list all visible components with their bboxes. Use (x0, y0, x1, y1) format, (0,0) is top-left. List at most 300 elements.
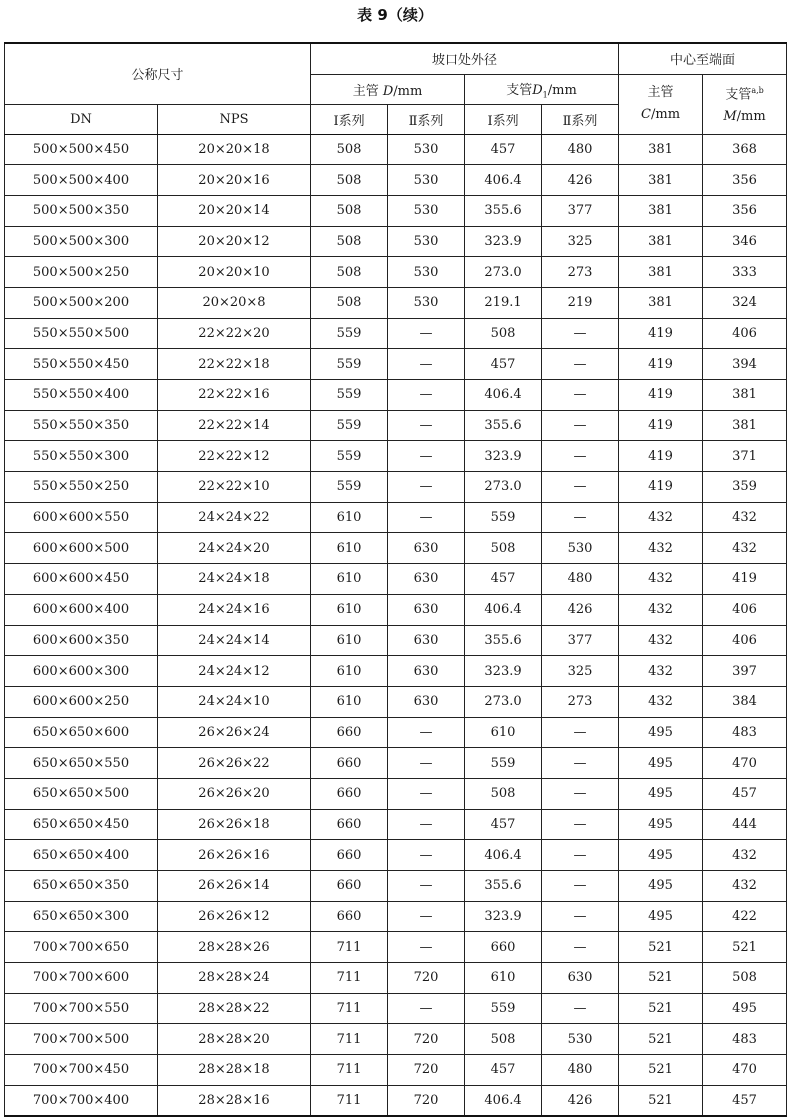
branch-m-cell: 444 (703, 809, 787, 840)
main-series1-cell: 660 (311, 840, 388, 871)
branch-series2-cell: 273 (542, 257, 619, 288)
main-pipe-od-header: 主管 D/mm (311, 74, 465, 104)
branch-pipe-od-header: 支管$D_1/mm$ (465, 74, 619, 104)
main-c-cell: 419 (619, 441, 703, 472)
main-series1-cell: 610 (311, 594, 388, 625)
branch-series2-cell: — (542, 380, 619, 411)
bevel-od-header: 坡口处外径 (311, 43, 619, 74)
main-series2-cell: — (388, 871, 465, 902)
nps-cell: 26×26×14 (158, 871, 311, 902)
main-series2-cell: 630 (388, 656, 465, 687)
dn-cell: 700×700×500 (5, 1024, 158, 1055)
branch-m-cell: 406 (703, 625, 787, 656)
table-row (5, 778, 787, 809)
branch-series1-cell: 355.6 (465, 871, 542, 902)
branch-series2-cell: 377 (542, 625, 619, 656)
main-series2-cell: 630 (388, 533, 465, 564)
dn-cell: 500×500×250 (5, 257, 158, 288)
branch-series1-cell: 406.4 (465, 594, 542, 625)
nps-cell: 24×24×18 (158, 564, 311, 595)
main-series1-cell: 660 (311, 901, 388, 932)
main-series2-header: Ⅱ系列 (388, 104, 465, 134)
dn-cell: 500×500×300 (5, 226, 158, 257)
branch-m-cell: 432 (703, 871, 787, 902)
branch-series1-cell: 323.9 (465, 656, 542, 687)
dn-cell: 650×650×450 (5, 809, 158, 840)
main-series2-cell: 530 (388, 257, 465, 288)
table-row (5, 717, 787, 748)
nps-cell: 24×24×16 (158, 594, 311, 625)
branch-series1-cell: 323.9 (465, 226, 542, 257)
branch-series2-cell: — (542, 932, 619, 963)
nps-cell: 24×24×12 (158, 656, 311, 687)
nps-cell: 28×28×26 (158, 932, 311, 963)
main-series2-cell: — (388, 932, 465, 963)
branch-series2-cell: — (542, 441, 619, 472)
branch-series1-cell: 559 (465, 502, 542, 533)
dn-cell: 550×550×400 (5, 380, 158, 411)
nps-cell: 20×20×8 (158, 287, 311, 318)
main-series1-cell: 559 (311, 472, 388, 503)
branch-series1-cell: 457 (465, 564, 542, 595)
dn-cell: 550×550×500 (5, 318, 158, 349)
branch-series2-cell: 480 (542, 1055, 619, 1086)
table-row (5, 441, 787, 472)
dn-cell: 600×600×400 (5, 594, 158, 625)
nps-cell: 28×28×16 (158, 1085, 311, 1116)
nps-cell: 22×22×12 (158, 441, 311, 472)
dn-cell: 650×650×550 (5, 748, 158, 779)
branch-series2-cell: 325 (542, 656, 619, 687)
branch-series1-cell: 508 (465, 778, 542, 809)
table-row (5, 1055, 787, 1086)
branch-series2-cell: 480 (542, 134, 619, 165)
main-series1-cell: 711 (311, 1024, 388, 1055)
nps-cell: 22×22×18 (158, 349, 311, 380)
branch-series1-cell: 323.9 (465, 441, 542, 472)
main-c-cell: 432 (619, 502, 703, 533)
main-c-cell: 521 (619, 1024, 703, 1055)
branch-pipe-m-header: 支管$^{a,b}$ M/mm (703, 74, 787, 134)
table-row (5, 656, 787, 687)
center-to-end-header: 中心至端面 (619, 43, 787, 74)
branch-m-cell: 406 (703, 594, 787, 625)
branch-m-cell: 508 (703, 963, 787, 994)
branch-series1-cell: 406.4 (465, 1085, 542, 1116)
main-series2-cell: — (388, 380, 465, 411)
branch-m-cell: 333 (703, 257, 787, 288)
main-series2-cell: 530 (388, 287, 465, 318)
branch-series1-cell: 457 (465, 134, 542, 165)
main-series2-cell: 530 (388, 226, 465, 257)
main-series2-cell: 530 (388, 165, 465, 196)
main-series2-cell: 530 (388, 195, 465, 226)
branch-m-cell: 457 (703, 1085, 787, 1116)
main-c-cell: 381 (619, 226, 703, 257)
dn-cell: 700×700×600 (5, 963, 158, 994)
branch-series1-cell: 508 (465, 533, 542, 564)
main-c-cell: 495 (619, 778, 703, 809)
branch-series1-cell: 457 (465, 349, 542, 380)
nps-cell: 24×24×20 (158, 533, 311, 564)
branch-m-cell: 368 (703, 134, 787, 165)
table-row (5, 380, 787, 411)
branch-m-cell: 397 (703, 656, 787, 687)
nps-cell: 26×26×20 (158, 778, 311, 809)
branch-series2-cell: — (542, 410, 619, 441)
branch-series2-cell: — (542, 717, 619, 748)
main-series1-cell: 660 (311, 809, 388, 840)
main-series1-cell: 660 (311, 748, 388, 779)
branch-series2-header: Ⅱ系列 (542, 104, 619, 134)
branch-series1-cell: 660 (465, 932, 542, 963)
main-c-cell: 432 (619, 656, 703, 687)
table-row (5, 932, 787, 963)
nps-cell: 22×22×16 (158, 380, 311, 411)
branch-series1-cell: 273.0 (465, 257, 542, 288)
branch-series2-cell: — (542, 472, 619, 503)
dn-cell: 600×600×500 (5, 533, 158, 564)
main-c-cell: 495 (619, 809, 703, 840)
table-row (5, 625, 787, 656)
table-row (5, 349, 787, 380)
branch-m-cell: 432 (703, 502, 787, 533)
main-c-cell: 381 (619, 257, 703, 288)
dn-cell: 550×550×450 (5, 349, 158, 380)
nps-cell: 24×24×22 (158, 502, 311, 533)
nps-cell: 24×24×14 (158, 625, 311, 656)
main-series1-cell: 508 (311, 134, 388, 165)
branch-series1-cell: 559 (465, 748, 542, 779)
dn-cell: 650×650×300 (5, 901, 158, 932)
branch-series2-cell: 325 (542, 226, 619, 257)
dn-cell: 650×650×600 (5, 717, 158, 748)
main-c-cell: 432 (619, 533, 703, 564)
dn-cell: 500×500×450 (5, 134, 158, 165)
nps-cell: 28×28×22 (158, 993, 311, 1024)
branch-series1-cell: 323.9 (465, 901, 542, 932)
nps-cell: 20×20×12 (158, 226, 311, 257)
nps-cell: 26×26×12 (158, 901, 311, 932)
branch-series2-cell: — (542, 502, 619, 533)
table-row (5, 1085, 787, 1116)
main-series1-header: Ⅰ系列 (311, 104, 388, 134)
table-row (5, 533, 787, 564)
main-c-cell: 495 (619, 871, 703, 902)
table-row (5, 594, 787, 625)
branch-series1-cell: 610 (465, 963, 542, 994)
nps-cell: 22×22×20 (158, 318, 311, 349)
main-series2-cell: — (388, 349, 465, 380)
main-series1-cell: 660 (311, 717, 388, 748)
main-series2-cell: — (388, 441, 465, 472)
table-row (5, 993, 787, 1024)
branch-m-cell: 521 (703, 932, 787, 963)
branch-series2-cell: — (542, 748, 619, 779)
branch-m-cell: 470 (703, 1055, 787, 1086)
main-series1-cell: 508 (311, 195, 388, 226)
main-c-cell: 495 (619, 901, 703, 932)
branch-series1-cell: 457 (465, 1055, 542, 1086)
dn-cell: 600×600×350 (5, 625, 158, 656)
main-series2-cell: 630 (388, 564, 465, 595)
nps-cell: 28×28×18 (158, 1055, 311, 1086)
branch-m-cell: 346 (703, 226, 787, 257)
nps-cell: 26×26×18 (158, 809, 311, 840)
branch-m-cell: 422 (703, 901, 787, 932)
main-series2-cell: 720 (388, 1055, 465, 1086)
main-series1-cell: 508 (311, 165, 388, 196)
nominal-size-header: 公称尺寸 (5, 43, 311, 104)
branch-m-cell: 495 (703, 993, 787, 1024)
branch-series2-cell: — (542, 809, 619, 840)
dimension-table (4, 42, 787, 1117)
main-series2-cell: — (388, 717, 465, 748)
branch-m-cell: 470 (703, 748, 787, 779)
branch-series2-cell: 219 (542, 287, 619, 318)
branch-m-cell: 356 (703, 165, 787, 196)
branch-m-cell: 371 (703, 441, 787, 472)
dn-cell: 700×700×400 (5, 1085, 158, 1116)
table-header (5, 43, 787, 134)
main-c-cell: 381 (619, 287, 703, 318)
nps-cell: 20×20×14 (158, 195, 311, 226)
main-c-cell: 495 (619, 840, 703, 871)
main-c-cell: 432 (619, 564, 703, 595)
nps-cell: 26×26×16 (158, 840, 311, 871)
main-c-cell: 495 (619, 717, 703, 748)
dn-cell: 650×650×500 (5, 778, 158, 809)
main-series2-cell: 630 (388, 594, 465, 625)
branch-series2-cell: — (542, 901, 619, 932)
table-row (5, 840, 787, 871)
main-series1-cell: 508 (311, 257, 388, 288)
main-series1-cell: 711 (311, 932, 388, 963)
main-series1-cell: 610 (311, 564, 388, 595)
main-series1-cell: 660 (311, 871, 388, 902)
branch-series2-cell: — (542, 871, 619, 902)
main-series2-cell: — (388, 840, 465, 871)
table-row (5, 195, 787, 226)
branch-series2-cell: 480 (542, 564, 619, 595)
main-series2-cell: 630 (388, 625, 465, 656)
main-series1-cell: 559 (311, 318, 388, 349)
dn-cell: 550×550×350 (5, 410, 158, 441)
main-c-cell: 381 (619, 165, 703, 196)
branch-series2-cell: — (542, 993, 619, 1024)
branch-m-cell: 419 (703, 564, 787, 595)
main-c-cell: 419 (619, 349, 703, 380)
branch-m-cell: 432 (703, 840, 787, 871)
branch-m-cell: 483 (703, 717, 787, 748)
main-series1-cell: 711 (311, 1085, 388, 1116)
main-c-cell: 495 (619, 748, 703, 779)
table-row (5, 472, 787, 503)
main-series2-cell: — (388, 502, 465, 533)
main-c-cell: 381 (619, 195, 703, 226)
main-series1-cell: 559 (311, 410, 388, 441)
branch-m-cell: 381 (703, 410, 787, 441)
main-series2-cell: 530 (388, 134, 465, 165)
main-c-cell: 419 (619, 410, 703, 441)
branch-series1-cell: 406.4 (465, 165, 542, 196)
branch-series1-cell: 219.1 (465, 287, 542, 318)
main-series1-cell: 610 (311, 686, 388, 717)
branch-series1-cell: 457 (465, 809, 542, 840)
table-row (5, 1024, 787, 1055)
main-series1-cell: 610 (311, 502, 388, 533)
table-row (5, 226, 787, 257)
table-row (5, 871, 787, 902)
main-series2-cell: 720 (388, 963, 465, 994)
main-pipe-c-header: 主管 C/mm (619, 74, 703, 134)
main-series2-cell: — (388, 410, 465, 441)
branch-m-cell: 394 (703, 349, 787, 380)
main-c-cell: 521 (619, 932, 703, 963)
main-c-cell: 521 (619, 993, 703, 1024)
table-row (5, 287, 787, 318)
branch-series1-cell: 610 (465, 717, 542, 748)
branch-series2-cell: — (542, 349, 619, 380)
branch-series1-cell: 355.6 (465, 625, 542, 656)
dn-cell: 650×650×350 (5, 871, 158, 902)
nps-cell: 22×22×14 (158, 410, 311, 441)
dn-cell: 700×700×550 (5, 993, 158, 1024)
main-series1-cell: 711 (311, 993, 388, 1024)
main-c-cell: 381 (619, 134, 703, 165)
main-series1-cell: 559 (311, 380, 388, 411)
dn-cell: 500×500×400 (5, 165, 158, 196)
table-title: 表 9（续） (357, 6, 433, 24)
main-series1-cell: 559 (311, 441, 388, 472)
branch-series2-cell: 530 (542, 533, 619, 564)
branch-series1-cell: 508 (465, 318, 542, 349)
branch-series2-cell: 426 (542, 594, 619, 625)
branch-series1-cell: 273.0 (465, 472, 542, 503)
branch-series1-cell: 406.4 (465, 380, 542, 411)
main-c-cell: 432 (619, 686, 703, 717)
dn-cell: 500×500×200 (5, 287, 158, 318)
table-body (5, 134, 787, 1116)
dn-cell: 550×550×300 (5, 441, 158, 472)
branch-series2-cell: 377 (542, 195, 619, 226)
branch-m-cell: 324 (703, 287, 787, 318)
branch-m-cell: 483 (703, 1024, 787, 1055)
nps-cell: 24×24×10 (158, 686, 311, 717)
dn-cell: 600×600×300 (5, 656, 158, 687)
main-series2-cell: 720 (388, 1024, 465, 1055)
branch-series1-header: Ⅰ系列 (465, 104, 542, 134)
main-series1-cell: 711 (311, 963, 388, 994)
main-series1-cell: 508 (311, 287, 388, 318)
branch-m-cell: 384 (703, 686, 787, 717)
branch-series2-cell: — (542, 778, 619, 809)
main-series1-cell: 610 (311, 656, 388, 687)
table-row (5, 318, 787, 349)
dn-cell: 500×500×350 (5, 195, 158, 226)
main-c-cell: 432 (619, 594, 703, 625)
nps-cell: 20×20×18 (158, 134, 311, 165)
table-row (5, 502, 787, 533)
table-row (5, 686, 787, 717)
table-row (5, 748, 787, 779)
dn-cell: 600×600×250 (5, 686, 158, 717)
main-series2-cell: — (388, 318, 465, 349)
main-series2-cell: 720 (388, 1085, 465, 1116)
main-c-cell: 419 (619, 318, 703, 349)
main-c-cell: 521 (619, 963, 703, 994)
table-row (5, 963, 787, 994)
branch-series1-cell: 508 (465, 1024, 542, 1055)
nps-cell: 28×28×20 (158, 1024, 311, 1055)
branch-m-cell: 356 (703, 195, 787, 226)
main-c-cell: 432 (619, 625, 703, 656)
main-c-cell: 521 (619, 1055, 703, 1086)
nps-cell: 20×20×10 (158, 257, 311, 288)
table-row (5, 165, 787, 196)
main-series2-cell: — (388, 901, 465, 932)
nps-header: NPS (158, 104, 311, 134)
branch-series2-cell: 630 (542, 963, 619, 994)
main-c-cell: 419 (619, 472, 703, 503)
table-row (5, 257, 787, 288)
nps-cell: 26×26×24 (158, 717, 311, 748)
dn-cell: 700×700×650 (5, 932, 158, 963)
branch-m-cell: 406 (703, 318, 787, 349)
main-series2-cell: — (388, 472, 465, 503)
branch-series1-cell: 273.0 (465, 686, 542, 717)
table-row (5, 901, 787, 932)
nps-cell: 20×20×16 (158, 165, 311, 196)
dn-cell: 700×700×450 (5, 1055, 158, 1086)
nps-cell: 22×22×10 (158, 472, 311, 503)
main-series1-cell: 660 (311, 778, 388, 809)
branch-m-cell: 359 (703, 472, 787, 503)
main-series2-cell: — (388, 748, 465, 779)
main-series1-cell: 610 (311, 533, 388, 564)
main-series1-cell: 610 (311, 625, 388, 656)
branch-series1-cell: 355.6 (465, 410, 542, 441)
dn-header: DN (5, 104, 158, 134)
table-row (5, 134, 787, 165)
branch-series2-cell: — (542, 840, 619, 871)
nps-cell: 28×28×24 (158, 963, 311, 994)
nps-cell: 26×26×22 (158, 748, 311, 779)
dn-cell: 600×600×450 (5, 564, 158, 595)
branch-series2-cell: 530 (542, 1024, 619, 1055)
branch-m-cell: 381 (703, 380, 787, 411)
main-series2-cell: 630 (388, 686, 465, 717)
branch-m-cell: 457 (703, 778, 787, 809)
branch-series2-cell: 426 (542, 165, 619, 196)
branch-m-cell: 432 (703, 533, 787, 564)
table-row (5, 410, 787, 441)
branch-series1-cell: 355.6 (465, 195, 542, 226)
main-series1-cell: 508 (311, 226, 388, 257)
branch-series2-cell: 273 (542, 686, 619, 717)
branch-series2-cell: — (542, 318, 619, 349)
main-series1-cell: 559 (311, 349, 388, 380)
main-series1-cell: 711 (311, 1055, 388, 1086)
table-row (5, 809, 787, 840)
dn-cell: 600×600×550 (5, 502, 158, 533)
main-series2-cell: — (388, 993, 465, 1024)
dn-cell: 650×650×400 (5, 840, 158, 871)
main-series2-cell: — (388, 778, 465, 809)
table-row (5, 564, 787, 595)
main-series2-cell: — (388, 809, 465, 840)
branch-series2-cell: 426 (542, 1085, 619, 1116)
